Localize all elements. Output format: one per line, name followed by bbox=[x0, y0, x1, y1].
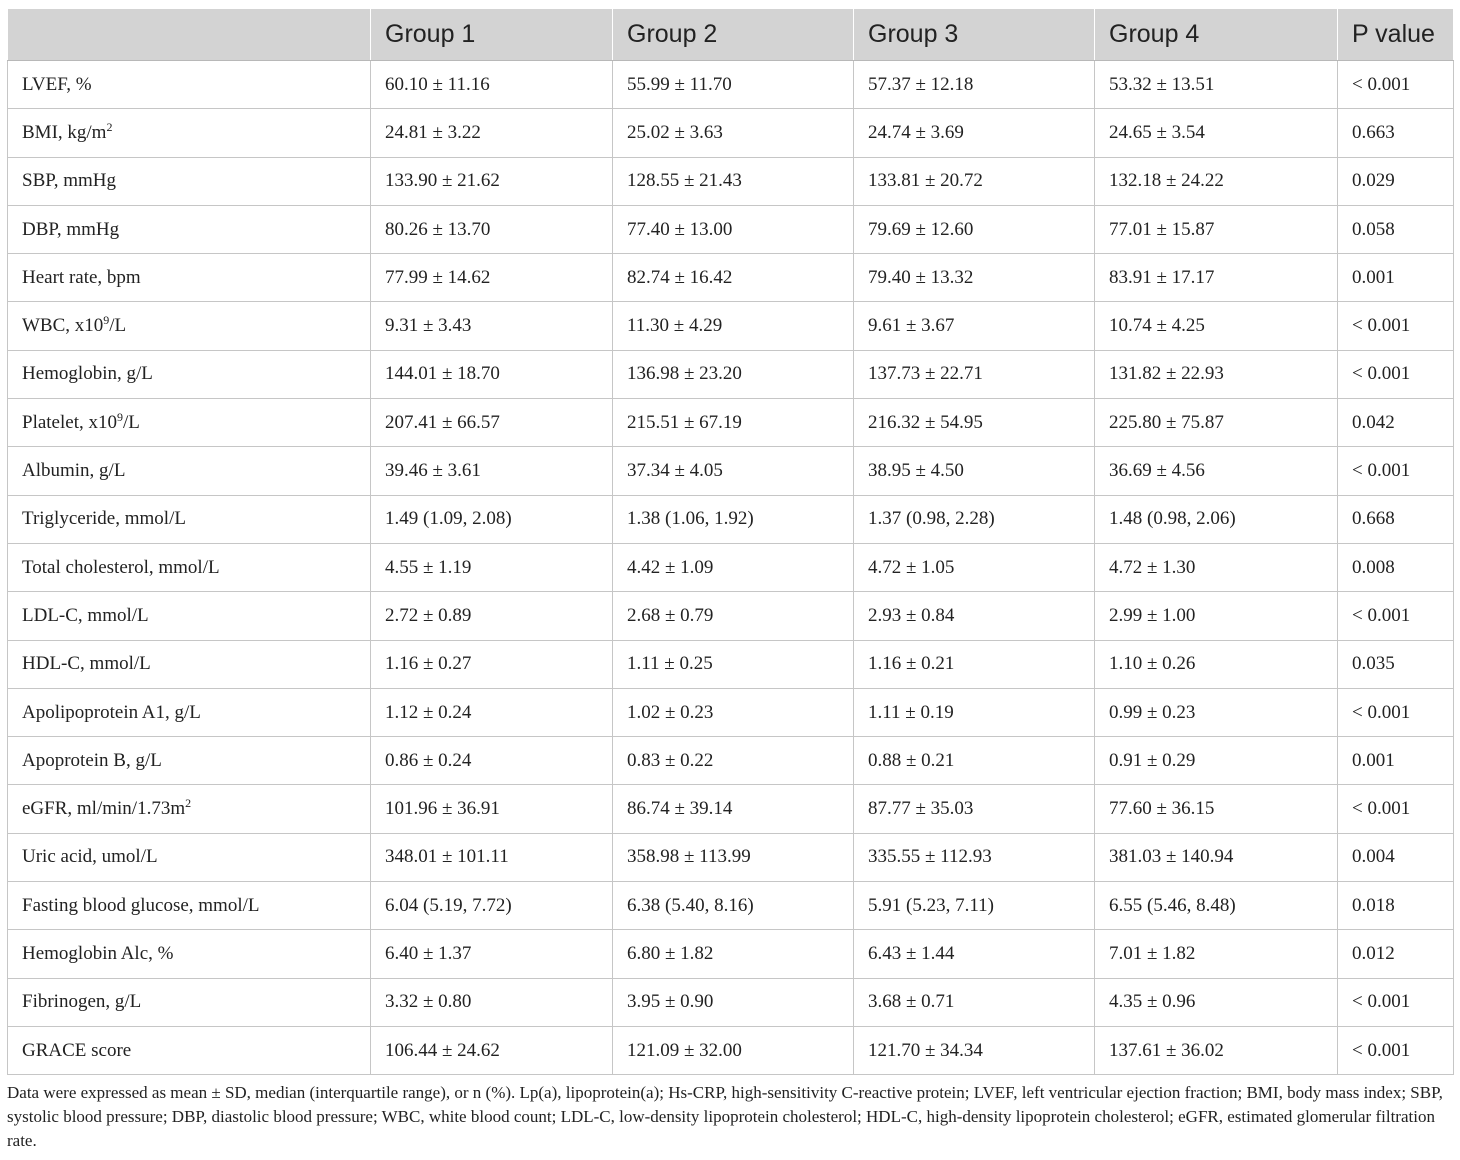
row-label bbox=[8, 495, 371, 543]
value-cell-group-1: 144.01 ± 18.70 bbox=[371, 350, 613, 398]
value-cell-group-4: 24.65 ± 3.54 bbox=[1095, 109, 1338, 157]
value-cell-group-2: 1.38 (1.06, 1.92) bbox=[613, 495, 854, 543]
value-cell-group-4: 77.60 ± 36.15 bbox=[1095, 785, 1338, 833]
p-value-cell: 0.663 bbox=[1338, 109, 1454, 157]
value-cell-group-4: 225.80 ± 75.87 bbox=[1095, 399, 1338, 447]
row-label-text: eGFR, ml/min/1.73m bbox=[22, 798, 186, 820]
row-label-superscript: 2 bbox=[106, 119, 113, 134]
value-cell-group-4: 10.74 ± 4.25 bbox=[1095, 302, 1338, 350]
value-cell-group-3: 5.91 (5.23, 7.11) bbox=[854, 882, 1095, 930]
value-cell-group-3: 87.77 ± 35.03 bbox=[854, 785, 1095, 833]
row-label-text: Platelet, x10 bbox=[22, 411, 117, 433]
row-label bbox=[8, 543, 371, 591]
header-cell-3: Group 3 bbox=[854, 9, 1095, 61]
p-value-cell: 0.001 bbox=[1338, 254, 1454, 302]
table-row bbox=[8, 543, 1454, 591]
row-label-superscript: 2 bbox=[185, 796, 192, 811]
row-label bbox=[8, 254, 371, 302]
row-label-text: Total cholesterol, mmol/L bbox=[22, 556, 220, 578]
table-row bbox=[8, 640, 1454, 688]
header-cell-4: Group 4 bbox=[1095, 9, 1338, 61]
value-cell-group-3: 79.40 ± 13.32 bbox=[854, 254, 1095, 302]
row-label-text: Apoprotein B, g/L bbox=[22, 749, 162, 771]
value-cell-group-4: 2.99 ± 1.00 bbox=[1095, 592, 1338, 640]
header-cell-1: Group 1 bbox=[371, 9, 613, 61]
value-cell-group-3: 3.68 ± 0.71 bbox=[854, 978, 1095, 1026]
table-row bbox=[8, 447, 1454, 495]
value-cell-group-4: 1.48 (0.98, 2.06) bbox=[1095, 495, 1338, 543]
row-label bbox=[8, 109, 371, 157]
p-value-cell: < 0.001 bbox=[1338, 350, 1454, 398]
value-cell-group-2: 82.74 ± 16.42 bbox=[613, 254, 854, 302]
value-cell-group-4: 36.69 ± 4.56 bbox=[1095, 447, 1338, 495]
table-footnote: Data were expressed as mean ± SD, median (interquartile range), or n (%). Lp(a), lipoprotein(a); Hs-CRP, high-sensitivity C-reactive protein; LVEF, left ventricular ejection fraction; BMI, body mass index; SBP, systolic blood pressure; DBP, diastolic blood pressure; WBC, white blood count; LDL-C, low-density lipoprotein cholesterol; HDL-C, high-density lipoprotein cholesterol; eGFR, estimated glomerular filtration rate. bbox=[7, 1083, 1443, 1150]
row-label-text: Fasting blood glucose, mmol/L bbox=[22, 894, 260, 916]
row-label bbox=[8, 978, 371, 1026]
value-cell-group-4: 6.55 (5.46, 8.48) bbox=[1095, 882, 1338, 930]
value-cell-group-1: 3.32 ± 0.80 bbox=[371, 978, 613, 1026]
row-label bbox=[8, 61, 371, 109]
value-cell-group-4: 4.35 ± 0.96 bbox=[1095, 978, 1338, 1026]
table-row bbox=[8, 882, 1454, 930]
table-row bbox=[8, 302, 1454, 350]
row-label-text: GRACE score bbox=[22, 1039, 132, 1061]
row-label-text: LVEF, % bbox=[22, 73, 92, 95]
value-cell-group-3: 1.37 (0.98, 2.28) bbox=[854, 495, 1095, 543]
value-cell-group-1: 9.31 ± 3.43 bbox=[371, 302, 613, 350]
value-cell-group-1: 80.26 ± 13.70 bbox=[371, 205, 613, 253]
value-cell-group-2: 86.74 ± 39.14 bbox=[613, 785, 854, 833]
row-label bbox=[8, 688, 371, 736]
value-cell-group-3: 38.95 ± 4.50 bbox=[854, 447, 1095, 495]
value-cell-group-2: 25.02 ± 3.63 bbox=[613, 109, 854, 157]
table-row bbox=[8, 205, 1454, 253]
value-cell-group-2: 11.30 ± 4.29 bbox=[613, 302, 854, 350]
value-cell-group-3: 24.74 ± 3.69 bbox=[854, 109, 1095, 157]
p-value-cell: 0.668 bbox=[1338, 495, 1454, 543]
table-row bbox=[8, 737, 1454, 785]
value-cell-group-2: 6.80 ± 1.82 bbox=[613, 930, 854, 978]
value-cell-group-1: 6.40 ± 1.37 bbox=[371, 930, 613, 978]
data-table-container bbox=[7, 8, 1453, 1075]
row-label bbox=[8, 737, 371, 785]
value-cell-group-2: 1.02 ± 0.23 bbox=[613, 688, 854, 736]
table-row bbox=[8, 61, 1454, 109]
table-row bbox=[8, 833, 1454, 881]
row-label bbox=[8, 785, 371, 833]
value-cell-group-2: 358.98 ± 113.99 bbox=[613, 833, 854, 881]
value-cell-group-2: 215.51 ± 67.19 bbox=[613, 399, 854, 447]
value-cell-group-1: 2.72 ± 0.89 bbox=[371, 592, 613, 640]
value-cell-group-1: 77.99 ± 14.62 bbox=[371, 254, 613, 302]
row-label bbox=[8, 447, 371, 495]
row-label-text: Fibrinogen, g/L bbox=[22, 991, 142, 1013]
p-value-cell: 0.058 bbox=[1338, 205, 1454, 253]
value-cell-group-1: 106.44 ± 24.62 bbox=[371, 1026, 613, 1074]
row-label bbox=[8, 833, 371, 881]
row-label-text: Apolipoprotein A1, g/L bbox=[22, 701, 201, 723]
value-cell-group-1: 1.16 ± 0.27 bbox=[371, 640, 613, 688]
value-cell-group-4: 0.99 ± 0.23 bbox=[1095, 688, 1338, 736]
table-row bbox=[8, 399, 1454, 447]
value-cell-group-2: 6.38 (5.40, 8.16) bbox=[613, 882, 854, 930]
value-cell-group-3: 6.43 ± 1.44 bbox=[854, 930, 1095, 978]
value-cell-group-4: 131.82 ± 22.93 bbox=[1095, 350, 1338, 398]
p-value-cell: < 0.001 bbox=[1338, 1026, 1454, 1074]
row-label bbox=[8, 1026, 371, 1074]
p-value-cell: < 0.001 bbox=[1338, 592, 1454, 640]
value-cell-group-1: 60.10 ± 11.16 bbox=[371, 61, 613, 109]
row-label-suffix: /L bbox=[109, 315, 127, 337]
value-cell-group-3: 216.32 ± 54.95 bbox=[854, 399, 1095, 447]
value-cell-group-3: 137.73 ± 22.71 bbox=[854, 350, 1095, 398]
value-cell-group-3: 121.70 ± 34.34 bbox=[854, 1026, 1095, 1074]
header-cell-2: Group 2 bbox=[613, 9, 854, 61]
value-cell-group-3: 2.93 ± 0.84 bbox=[854, 592, 1095, 640]
value-cell-group-2: 77.40 ± 13.00 bbox=[613, 205, 854, 253]
value-cell-group-3: 1.11 ± 0.19 bbox=[854, 688, 1095, 736]
value-cell-group-1: 4.55 ± 1.19 bbox=[371, 543, 613, 591]
row-label bbox=[8, 882, 371, 930]
table-row bbox=[8, 495, 1454, 543]
value-cell-group-1: 101.96 ± 36.91 bbox=[371, 785, 613, 833]
row-label-text: Triglyceride, mmol/L bbox=[22, 508, 186, 530]
data-table bbox=[7, 8, 1454, 1075]
table-header bbox=[8, 9, 1454, 61]
value-cell-group-2: 0.83 ± 0.22 bbox=[613, 737, 854, 785]
p-value-cell: 0.035 bbox=[1338, 640, 1454, 688]
value-cell-group-1: 24.81 ± 3.22 bbox=[371, 109, 613, 157]
header-row bbox=[8, 9, 1454, 61]
p-value-cell: 0.008 bbox=[1338, 543, 1454, 591]
value-cell-group-2: 2.68 ± 0.79 bbox=[613, 592, 854, 640]
value-cell-group-4: 381.03 ± 140.94 bbox=[1095, 833, 1338, 881]
header-cell-5: P value bbox=[1338, 9, 1454, 61]
table-body bbox=[8, 61, 1454, 1075]
p-value-cell: < 0.001 bbox=[1338, 61, 1454, 109]
value-cell-group-1: 1.49 (1.09, 2.08) bbox=[371, 495, 613, 543]
table-row bbox=[8, 157, 1454, 205]
value-cell-group-2: 55.99 ± 11.70 bbox=[613, 61, 854, 109]
p-value-cell: 0.042 bbox=[1338, 399, 1454, 447]
table-row bbox=[8, 109, 1454, 157]
value-cell-group-1: 0.86 ± 0.24 bbox=[371, 737, 613, 785]
header-cell-variable bbox=[8, 9, 371, 61]
value-cell-group-4: 77.01 ± 15.87 bbox=[1095, 205, 1338, 253]
p-value-cell: < 0.001 bbox=[1338, 688, 1454, 736]
table-row bbox=[8, 930, 1454, 978]
p-value-cell: 0.012 bbox=[1338, 930, 1454, 978]
row-label-text: WBC, x10 bbox=[22, 315, 104, 337]
value-cell-group-1: 39.46 ± 3.61 bbox=[371, 447, 613, 495]
value-cell-group-2: 4.42 ± 1.09 bbox=[613, 543, 854, 591]
p-value-cell: 0.018 bbox=[1338, 882, 1454, 930]
row-label-superscript: 9 bbox=[116, 409, 123, 424]
row-label-text: BMI, kg/m bbox=[22, 121, 107, 143]
row-label-text: Hemoglobin, g/L bbox=[22, 363, 153, 385]
value-cell-group-3: 133.81 ± 20.72 bbox=[854, 157, 1095, 205]
p-value-cell: 0.029 bbox=[1338, 157, 1454, 205]
value-cell-group-4: 7.01 ± 1.82 bbox=[1095, 930, 1338, 978]
p-value-cell: 0.004 bbox=[1338, 833, 1454, 881]
value-cell-group-2: 3.95 ± 0.90 bbox=[613, 978, 854, 1026]
value-cell-group-3: 335.55 ± 112.93 bbox=[854, 833, 1095, 881]
row-label-text: Heart rate, bpm bbox=[22, 266, 141, 288]
value-cell-group-1: 348.01 ± 101.11 bbox=[371, 833, 613, 881]
p-value-cell: < 0.001 bbox=[1338, 447, 1454, 495]
table-row bbox=[8, 592, 1454, 640]
table-row bbox=[8, 688, 1454, 736]
row-label bbox=[8, 302, 371, 350]
value-cell-group-4: 132.18 ± 24.22 bbox=[1095, 157, 1338, 205]
value-cell-group-3: 4.72 ± 1.05 bbox=[854, 543, 1095, 591]
row-label-text: Hemoglobin Alc, % bbox=[22, 942, 174, 964]
row-label bbox=[8, 157, 371, 205]
table-row bbox=[8, 350, 1454, 398]
value-cell-group-3: 57.37 ± 12.18 bbox=[854, 61, 1095, 109]
row-label bbox=[8, 350, 371, 398]
row-label-text: DBP, mmHg bbox=[22, 218, 120, 240]
row-label-superscript: 9 bbox=[103, 313, 110, 328]
value-cell-group-3: 9.61 ± 3.67 bbox=[854, 302, 1095, 350]
value-cell-group-4: 0.91 ± 0.29 bbox=[1095, 737, 1338, 785]
row-label bbox=[8, 930, 371, 978]
p-value-cell: < 0.001 bbox=[1338, 302, 1454, 350]
value-cell-group-4: 1.10 ± 0.26 bbox=[1095, 640, 1338, 688]
value-cell-group-4: 137.61 ± 36.02 bbox=[1095, 1026, 1338, 1074]
value-cell-group-1: 133.90 ± 21.62 bbox=[371, 157, 613, 205]
row-label bbox=[8, 592, 371, 640]
value-cell-group-2: 121.09 ± 32.00 bbox=[613, 1026, 854, 1074]
row-label-suffix: /L bbox=[122, 411, 140, 433]
value-cell-group-1: 207.41 ± 66.57 bbox=[371, 399, 613, 447]
value-cell-group-3: 79.69 ± 12.60 bbox=[854, 205, 1095, 253]
row-label-text: LDL-C, mmol/L bbox=[22, 604, 149, 626]
value-cell-group-3: 0.88 ± 0.21 bbox=[854, 737, 1095, 785]
value-cell-group-2: 136.98 ± 23.20 bbox=[613, 350, 854, 398]
table-row bbox=[8, 1026, 1454, 1074]
table-row bbox=[8, 978, 1454, 1026]
value-cell-group-4: 53.32 ± 13.51 bbox=[1095, 61, 1338, 109]
value-cell-group-2: 1.11 ± 0.25 bbox=[613, 640, 854, 688]
value-cell-group-1: 1.12 ± 0.24 bbox=[371, 688, 613, 736]
row-label-text: HDL-C, mmol/L bbox=[22, 653, 151, 675]
table-row bbox=[8, 254, 1454, 302]
row-label bbox=[8, 640, 371, 688]
table-row bbox=[8, 785, 1454, 833]
row-label-text: Albumin, g/L bbox=[22, 460, 126, 482]
value-cell-group-3: 1.16 ± 0.21 bbox=[854, 640, 1095, 688]
row-label-text: Uric acid, umol/L bbox=[22, 846, 158, 868]
row-label bbox=[8, 399, 371, 447]
value-cell-group-4: 83.91 ± 17.17 bbox=[1095, 254, 1338, 302]
p-value-cell: < 0.001 bbox=[1338, 785, 1454, 833]
value-cell-group-4: 4.72 ± 1.30 bbox=[1095, 543, 1338, 591]
p-value-cell: < 0.001 bbox=[1338, 978, 1454, 1026]
value-cell-group-1: 6.04 (5.19, 7.72) bbox=[371, 882, 613, 930]
row-label-text: SBP, mmHg bbox=[22, 170, 116, 192]
value-cell-group-2: 37.34 ± 4.05 bbox=[613, 447, 854, 495]
row-label bbox=[8, 205, 371, 253]
value-cell-group-2: 128.55 ± 21.43 bbox=[613, 157, 854, 205]
p-value-cell: 0.001 bbox=[1338, 737, 1454, 785]
